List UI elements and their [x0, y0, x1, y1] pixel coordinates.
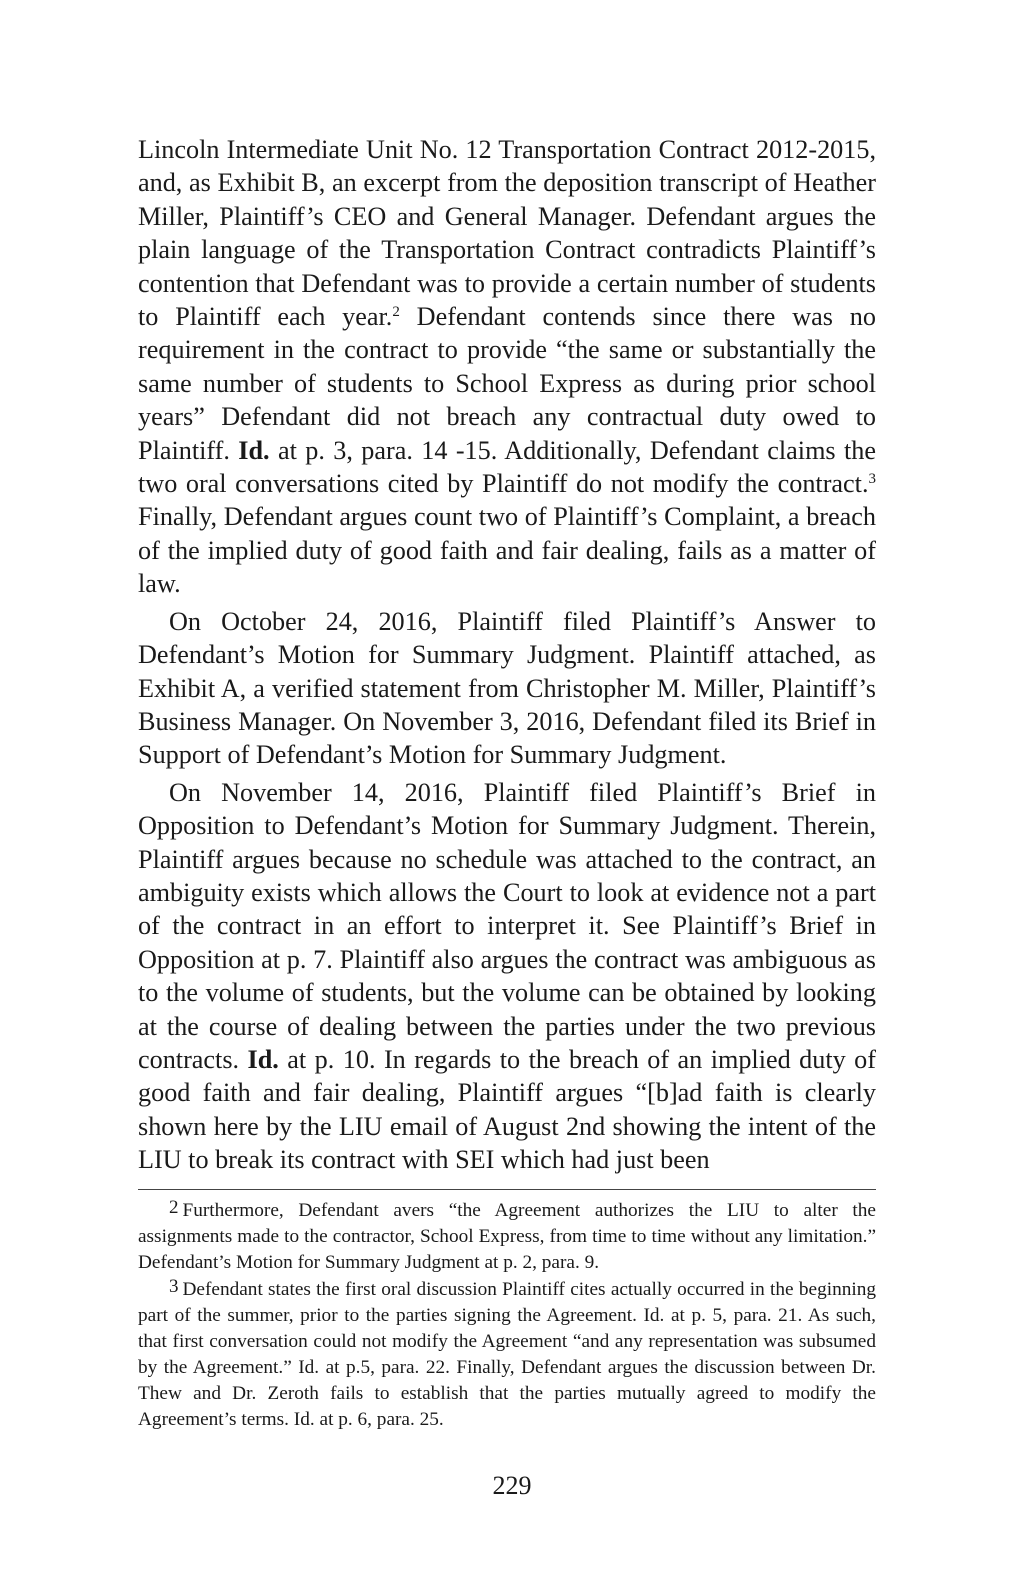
footnotes: [138, 1198, 876, 1434]
paragraph-text: Defendant contends since there was no requirement in the contract to provide “the same or substantially the same number of students to School Express as during prior school years” Defendant did not breach any contractual duty owed to Plaintiff.: [138, 302, 876, 465]
footnote-reference-3: 3: [868, 471, 876, 488]
footnote-text: Furthermore, Defendant avers “the Agreement authorizes the LIU to alter the assignments made to the contractor, School Express, from time to time without any limitation.” Defendant’s Motion for Summary Judgment at p. 2, para. 9.: [138, 1200, 876, 1273]
footnote-text: Defendant states the first oral discussion Plaintiff cites actually occurred in the beginning part of the summer, prior to the parties signing the Agreement. Id. at p. 5, para. 21. As such, that first conversation could not modify the Agreement “and any representation was subsumed by the Agreement.” Id. at p.5, para. 22. Finally, Defendant argues the discussion between Dr. Thew and Dr. Zeroth fails to establish that the parties mutually agreed to modify the Agreement’s terms. Id. at p. 6, para. 25.: [138, 1279, 876, 1430]
footnote-separator: [138, 1189, 876, 1190]
paragraph-continuation: [138, 133, 876, 601]
footnote: [138, 1198, 876, 1276]
citation-id: Id.: [247, 1044, 279, 1074]
paragraph-text: at p. 10. In regards to the breach of an implied duty of good faith and fair dealing, Plaintiff argues “[b]ad faith is clearly shown here by the LIU email of August 2nd showing the intent of the LIU to break its contract with SEI which had just been: [138, 1044, 876, 1175]
paragraph-text: at p. 3, para. 14 -15. Additionally, Defendant claims the two oral conversations cited by Plaintiff do not modify the contract.: [138, 435, 876, 499]
paragraph-text: On November 14, 2016, Plaintiff filed Plaintiff’s Brief in Opposition to Defendant’s Motion for Summary Judgment. Therein, Plaintiff argues because no schedule was attached to the contract, an ambiguity exists which allows the Court to look at evidence not a part of the contract in an effort to interpret it. See Plaintiff’s Brief in Opposition at p. 7. Plaintiff also argues the contract was ambiguous as to the volume of students, but the volume can be obtained by looking at the course of dealing between the parties under the two previous contracts.: [138, 777, 876, 1074]
paragraph-text: Finally, Defendant argues count two of Plaintiff’s Complaint, a breach of the implied duty of good faith and fair dealing, fails as a matter of law.: [138, 502, 876, 599]
footnote-number: 2: [169, 1197, 179, 1218]
paragraph: [138, 776, 876, 1177]
citation-id: Id.: [238, 435, 270, 465]
paragraph: On October 24, 2016, Plaintiff filed Plaintiff’s Answer to Defendant’s Motion for Summary Judgment. Plaintiff attached, as Exhibit A, a verified statement from Christopher M. Miller, Plaintiff’s Business Manager. On November 3, 2016, Defendant filed its Brief in Support of Defendant’s Motion for Summary Judgment.: [138, 606, 876, 770]
page-number: 229: [492, 1471, 532, 1500]
footnote-number: 3: [169, 1276, 179, 1297]
footnote: [138, 1277, 876, 1433]
paragraph-text: Lincoln Intermediate Unit No. 12 Transportation Contract 2012-2015, and, as Exhibit B, an excerpt from the deposition transcript of Heather Miller, Plaintiff’s CEO and General Manager. Defendant argues the plain language of the Transportation Contract contradicts Plaintiff’s contention that Defendant was to provide a certain number of students to Plaintiff each year.: [138, 135, 876, 332]
body-text: [138, 133, 876, 1181]
footnote-reference-2: 2: [392, 304, 400, 321]
